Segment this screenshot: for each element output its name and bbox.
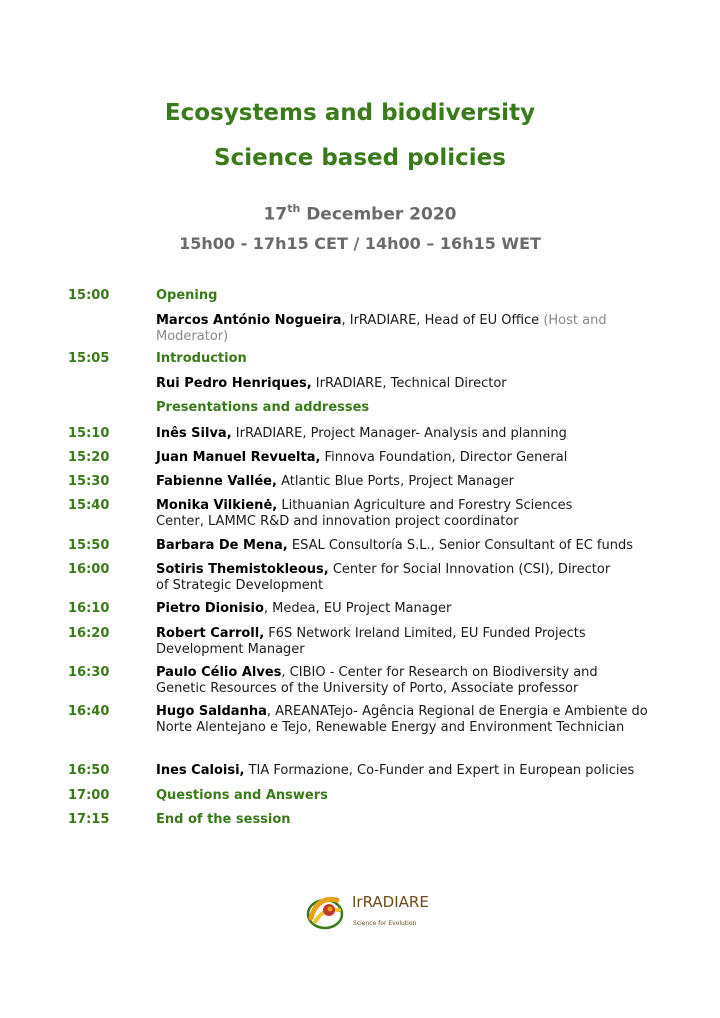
agenda-time: 16:00 xyxy=(68,562,110,577)
logo-wordmark: IrRADIARE xyxy=(352,893,429,911)
agenda-section: Presentations and addresses xyxy=(156,400,370,415)
agenda-time: 15:00 xyxy=(68,288,110,303)
event-time-range: 15h00 - 17h15 CET / 14h00 – 16h15 WET xyxy=(179,234,541,253)
agenda-speaker xyxy=(156,450,646,466)
speaker-name: Fabienne Vallée, xyxy=(156,474,277,489)
date-month-year: December 2020 xyxy=(300,204,457,225)
agenda-speaker xyxy=(156,538,646,554)
speaker-name: Hugo Saldanha xyxy=(156,704,267,719)
event-date xyxy=(0,203,720,225)
agenda-time: 16:10 xyxy=(68,601,110,616)
agenda-time: 16:20 xyxy=(68,626,110,641)
title-line-1: Ecosystems and biodiversity xyxy=(164,100,536,126)
agenda-speaker xyxy=(156,376,646,392)
speaker-note: (Host and Moderator) xyxy=(156,313,607,344)
speaker-name: Marcos António Nogueira xyxy=(156,313,342,328)
speaker-name: Paulo Célio Alves xyxy=(156,665,282,680)
agenda-speaker xyxy=(156,562,626,594)
agenda-section: End of the session xyxy=(156,812,291,827)
speaker-detail: F6S Network Ireland Limited, EU Funded Projects Development Manager xyxy=(156,626,586,657)
agenda-section: Opening xyxy=(156,288,218,303)
speaker-detail: , CIBIO - Center for Research on Biodiversity and Genetic Resources of the University of Porto, Associate professor xyxy=(156,665,598,696)
speaker-name: Sotiris Themistokleous, xyxy=(156,562,329,577)
agenda-speaker xyxy=(156,426,646,442)
agenda-time: 17:15 xyxy=(68,812,110,827)
speaker-name: Ines Caloisi, xyxy=(156,763,245,778)
speaker-detail: , AREANATejo- Agência Regional de Energia e Ambiente do Norte Alentejano e Tejo, Renewable Energy and Environment Technician xyxy=(156,704,648,735)
speaker-detail: , Medea, EU Project Manager xyxy=(263,601,452,616)
agenda-time: 16:30 xyxy=(68,665,110,680)
speaker-detail: IrRADIARE, Technical Director xyxy=(311,376,507,391)
speaker-detail: , IrRADIARE, Head of EU Office xyxy=(341,313,544,328)
speaker-detail: Finnova Foundation, Director General xyxy=(320,450,568,465)
speaker-name: Juan Manuel Revuelta, xyxy=(156,450,321,465)
date-day: 17 xyxy=(263,204,288,225)
agenda-time: 15:10 xyxy=(68,426,110,441)
speaker-detail: IrRADIARE, Project Manager- Analysis and planning xyxy=(231,426,567,441)
agenda-speaker xyxy=(156,665,601,697)
title-line-2: Science based policies xyxy=(214,145,506,171)
speaker-detail: ESAL Consultoría S.L., Senior Consultant of EC funds xyxy=(287,538,633,553)
agenda-time: 15:30 xyxy=(68,474,110,489)
speaker-name: Pietro Dionisio xyxy=(156,601,264,616)
date-suffix: th xyxy=(287,202,301,215)
speaker-name: Monika Vilkienė, xyxy=(156,498,278,513)
agenda-time: 16:40 xyxy=(68,704,110,719)
agenda-section: Introduction xyxy=(156,351,247,366)
agenda-time: 17:00 xyxy=(68,788,110,803)
logo-tagline: Science for Evolution xyxy=(353,920,417,927)
agenda-time: 15:20 xyxy=(68,450,110,465)
agenda-section: Questions and Answers xyxy=(156,788,328,803)
agenda-speaker xyxy=(156,601,646,617)
speaker-name: Inês Silva, xyxy=(156,426,232,441)
speaker-name: Barbara De Mena, xyxy=(156,538,288,553)
speaker-name: Robert Carroll, xyxy=(156,626,265,641)
agenda-time: 16:50 xyxy=(68,763,110,778)
speaker-detail: Center for Social Innovation (CSI), Director of Strategic Development xyxy=(156,562,611,593)
agenda-speaker xyxy=(156,313,646,345)
agenda-time: 15:50 xyxy=(68,538,110,553)
agenda-time: 15:40 xyxy=(68,498,110,513)
agenda-speaker xyxy=(156,498,576,530)
agenda-speaker xyxy=(156,704,648,736)
agenda-speaker xyxy=(156,626,586,658)
agenda-speaker xyxy=(156,474,646,490)
agenda-speaker xyxy=(156,763,656,779)
speaker-name: Rui Pedro Henriques, xyxy=(156,376,312,391)
speaker-detail: Lithuanian Agriculture and Forestry Sciences Center, LAMMC R&D and innovation project coordinator xyxy=(156,498,573,529)
agenda-time: 15:05 xyxy=(68,351,110,366)
speaker-detail: Atlantic Blue Ports, Project Manager xyxy=(276,474,514,489)
speaker-detail: TIA Formazione, Co-Funder and Expert in European policies xyxy=(244,763,635,778)
